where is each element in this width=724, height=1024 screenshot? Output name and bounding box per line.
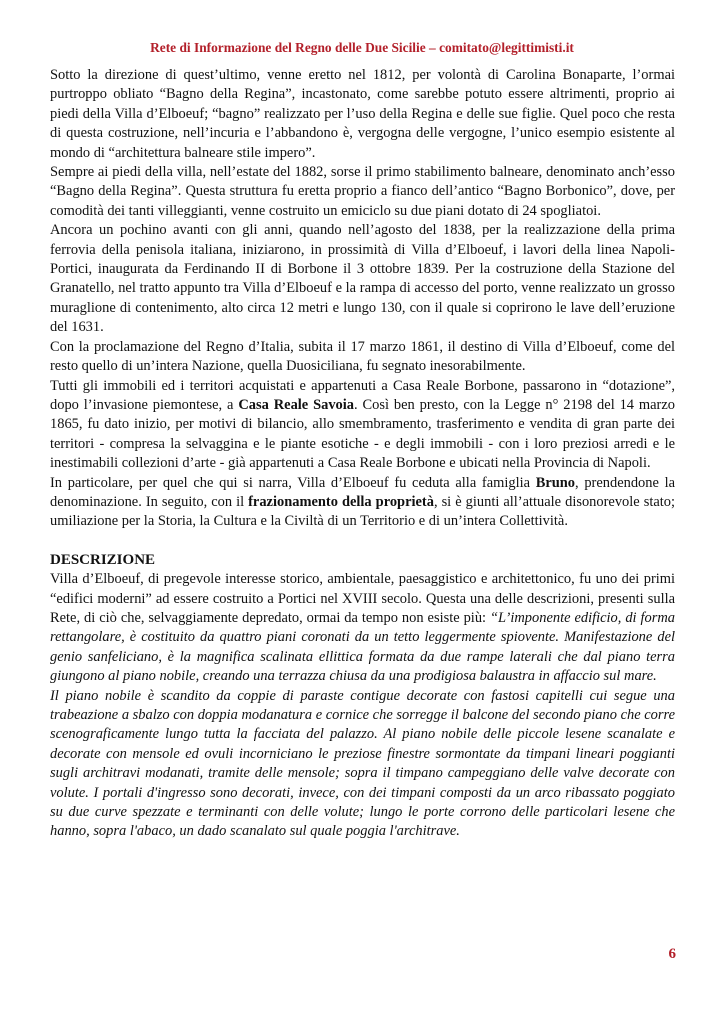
paragraph-text: , prendendone la denominazione. In seguito, con il [50, 474, 675, 510]
paragraph-famiglia-bruno [50, 474, 675, 532]
section-title: DESCRIZIONE [50, 551, 156, 568]
quote-text: “L’imponente edificio, di forma rettangolare, è costituito da quattro piani coronati da un tetto leggermente spiovente. Manifestazione del genio sanfeliciano, è la magnifica scalinata ellittica formata da due rampe laterali che dal piano terra giungono al piano nobile, creando una terrazza chiusa da una prodigiosa balaustra in affaccio sul mare. [50, 609, 675, 685]
bold-text: Bruno [535, 474, 576, 491]
paragraph-text: Villa d’Elboeuf, di pregevole interesse storico, ambientale, paesaggistico e architettonico, fu uno dei primi “edifici moderni” ad essere costruito a Portici nel XVIII secolo. Questa una delle descrizioni, presenti sulla Rete, di ciò che, selvaggiamente depredato, ormai da tempo non esiste più: [50, 571, 675, 626]
paragraph-regno-italia: Con la proclamazione del Regno d’Italia, subita il 17 marzo 1861, il destino di Villa d’Elboeuf, come del resto quello di un’intera Nazione, quella Duosiciliana, fu segnato inesorabilmente. [50, 338, 675, 375]
paragraph-text: . Così ben presto, con la Legge n° 2198 del 14 marzo 1865, fu dato inizio, per motivi di bilancio, allo smembramento, trasferimento e vendita di gran parte dei territori - compresa la selvaggina e le piante esotiche - e degli immobili - con i loro preziosi arredi e le inestimabili collezioni d’arte - già appartenuti a Casa Reale Borbone e ubicati nella Provincia di Napoli. [50, 396, 675, 472]
document-body [50, 66, 675, 842]
paragraph-ferrovia: Ancora un pochino avanti con gli anni, quando nell’agosto del 1838, per la realizzazione della prima ferrovia della penisola italiana, iniziarono, in prossimità di Villa d’Elboeuf, i lavori della linea Napoli-Portici, inaugurata da Ferdinando II di Borbone il 3 ottobre 1839. Per la costruzione della Stazione del Granatello, nel tratto appunto tra Villa d’Elboeuf e la rampa di accesso del porto, venne realizzato un grosso muraglione di contenimento, alto circa 12 metri e lungo 130, con il quale si coprirono le lave dell’eruzione del 1631. [50, 222, 675, 336]
paragraph-stabilimento: Sempre ai piedi della villa, nell’estate del 1882, sorse il primo stabilimento balneare, denominato anch’esso “Bagno della Regina”. Questa struttura fu eretta proprio a fianco dell’antico “Bagno Borbonico”, dove, per comodità dei tanti villeggianti, venne costruito un emiciclo su due piani dotato di 24 spogliatoi. [50, 164, 675, 219]
paragraph-text: , si è giunti all’attuale disonorevole stato; umiliazione per la Storia, la Cultura e la Civiltà di un Territorio e di un’intera Collettività. [50, 493, 675, 530]
paragraph-bagno-regina: Sotto la direzione di quest’ultimo, venne eretto nel 1812, per volontà di Carolina Bonaparte, l’ormai purtroppo obliato “Bagno della Regina”, incastonato, come sarebbe potuto essere altrimenti, proprio ai piedi della Villa d’Elboeuf; “bagno” realizzato per l’uso della Regina e delle sue figlie. Quel poco che resta di questa costruzione, nell’incuria e l’abbandono è, vergogna delle vergogne, l’unico esempio esistente al mondo di “architettura balneare stile impero”. [50, 67, 675, 161]
paragraph-piano-nobile: Il piano nobile è scandito da coppie di paraste contigue decorate con fastosi capitelli cui segue una trabeazione a sbalzo con doppia modanatura e cornice che sorregge il balcone del secondo piano che corre scenograficamente lungo tutta la facciata del palazzo. Al piano nobile delle piccole lesene scanalate e decorate con mensole ed ovuli incorniciano le preziose finestre sormontate da timpani lineari poggianti sugli architravi modanati, tramite delle mensole; sopra il timpano campeggiano delle valve decorate con volute. I portali d'ingresso sono decorati, invece, con dei timpani composti da un arco ribassato poggiato su due curve spezzate e terminanti con delle volute; lungo le porte corrono delle particolari lesene che hanno, sopra l'abaco, un dado scanalato sul quale poggia l'architrave. [50, 687, 675, 840]
paragraph-text: Tutti gli immobili ed i territori acquistati e appartenuti a Casa Reale Borbone, passarono in “dotazione”, dopo l’invasione piemontese, a [50, 377, 675, 413]
spacer [50, 532, 675, 551]
paragraph-dotazione [50, 377, 675, 474]
bold-text: Casa Reale Savoia [238, 396, 355, 413]
bold-text: frazionamento della proprietà [248, 493, 434, 510]
paragraph-descrizione [50, 570, 675, 686]
page-number: 6 [668, 946, 676, 962]
page-header: Rete di Informazione del Regno delle Due Sicilie – comitato@legittimisti.it [150, 40, 574, 55]
paragraph-text: In particolare, per quel che qui si narra, Villa d’Elboeuf fu ceduta alla famiglia [50, 474, 536, 491]
